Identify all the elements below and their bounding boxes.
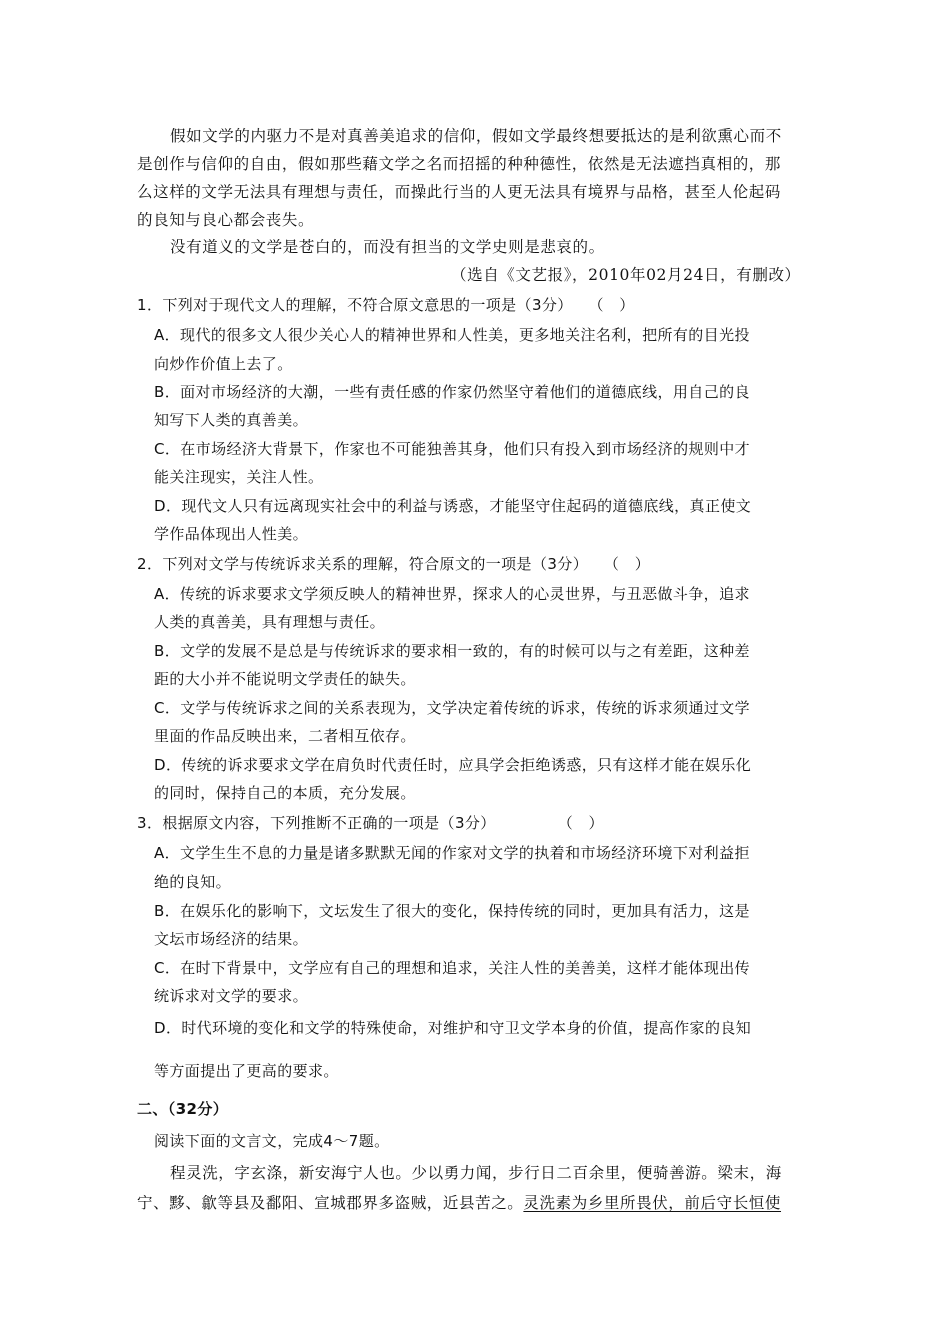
question-stem: 1．下列对于现代文人的理解，不符合原文意思的一项是（3分） （ ） xyxy=(137,296,635,314)
option-line: 知写下人类的真善美。 xyxy=(154,411,309,429)
option-line: B．面对市场经济的大潮，一些有责任感的作家仍然坚守着他们的道德底线，用自己的良 xyxy=(154,383,750,401)
option-line: 统诉求对文学的要求。 xyxy=(154,987,309,1005)
option-line: 文坛市场经济的结果。 xyxy=(154,930,309,948)
option-line: C．文学与传统诉求之间的关系表现为，文学决定着传统的诉求，传统的诉求须通过文学 xyxy=(154,699,751,717)
passage-line: 没有道义的文学是苍白的，而没有担当的文学史则是悲哀的。 xyxy=(170,238,605,256)
section-instruction: 阅读下面的文言文，完成4～7题。 xyxy=(154,1132,390,1150)
passage-line: 假如文学的内驱力不是对真善美追求的信仰，假如文学最终想要抵达的是利欲熏心而不 xyxy=(170,127,782,145)
option-line: D．传统的诉求要求文学在肩负时代责任时，应具学会拒绝诱惑，只有这样才能在娱乐化 xyxy=(154,756,752,774)
option-line: 向炒作价值上去了。 xyxy=(154,355,293,373)
classical-text-line xyxy=(137,1193,781,1213)
passage-line: 的良知与良心都会丧失。 xyxy=(137,211,315,229)
passage-source: （选自《文艺报》，2010年02月24日，有删改） xyxy=(451,266,801,284)
option-line: 距的大小并不能说明文学责任的缺失。 xyxy=(154,670,416,688)
section-heading: 二、（32分） xyxy=(137,1100,229,1118)
option-line: D．时代环境的变化和文学的特殊使命，对维护和守卫文学本身的价值，提高作家的良知 xyxy=(154,1019,752,1037)
option-line: 学作品体现出人性美。 xyxy=(154,525,309,543)
option-line: 能关注现实，关注人性。 xyxy=(154,468,324,486)
passage-line: 是创作与信仰的自由，假如那些藉文学之名而招摇的种种德性，依然是无法遮挡真相的，那 xyxy=(137,155,782,173)
classical-text-plain: 宁、黟、歙等县及鄱阳、宣城郡界多盗贼，近县苦之。 xyxy=(137,1194,524,1212)
option-line: C．在时下背景中，文学应有自己的理想和追求，关注人性的美善美，这样才能体现出传 xyxy=(154,959,751,977)
option-line: A．现代的很多文人很少关心人的精神世界和人性美，更多地关注名利，把所有的目光投 xyxy=(154,326,750,344)
question-stem: 2．下列对文学与传统诉求关系的理解，符合原文的一项是（3分） （ ） xyxy=(137,555,651,573)
classical-text-underlined: 灵洗素为乡里所畏伏，前后守长恒使 xyxy=(523,1194,782,1212)
classical-text-line: 程灵洗，字玄涤，新安海宁人也。少以勇力闻，步行日二百余里，便骑善游。梁末，海 xyxy=(170,1164,782,1182)
option-line: B．在娱乐化的影响下，文坛发生了很大的变化，保持传统的同时，更加具有活力，这是 xyxy=(154,902,750,920)
option-line: 绝的良知。 xyxy=(154,873,232,891)
option-line: 人类的真善美，具有理想与责任。 xyxy=(154,613,386,631)
option-line: 等方面提出了更高的要求。 xyxy=(154,1062,339,1080)
passage-line: 么这样的文学无法具有理想与责任，而操此行当的人更无法具有境界与品格，甚至人伦起码 xyxy=(137,183,782,201)
option-line: 里面的作品反映出来，二者相互依存。 xyxy=(154,727,416,745)
question-stem: 3．根据原文内容，下列推断不正确的一项是（3分） （ ） xyxy=(137,814,604,832)
option-line: A．文学生生不息的力量是诸多默默无闻的作家对文学的执着和市场经济环境下对利益拒 xyxy=(154,844,750,862)
option-line: A．传统的诉求要求文学须反映人的精神世界，探求人的心灵世界，与丑恶做斗争，追求 xyxy=(154,585,750,603)
option-line: 的同时，保持自己的本质，充分发展。 xyxy=(154,784,416,802)
option-line: D．现代文人只有远离现实社会中的利益与诱惑，才能坚守住起码的道德底线，真正使文 xyxy=(154,497,752,515)
option-line: C．在市场经济大背景下，作家也不可能独善其身，他们只有投入到市场经济的规则中才 xyxy=(154,440,751,458)
option-line: B．文学的发展不是总是与传统诉求的要求相一致的，有的时候可以与之有差距，这种差 xyxy=(154,642,750,660)
